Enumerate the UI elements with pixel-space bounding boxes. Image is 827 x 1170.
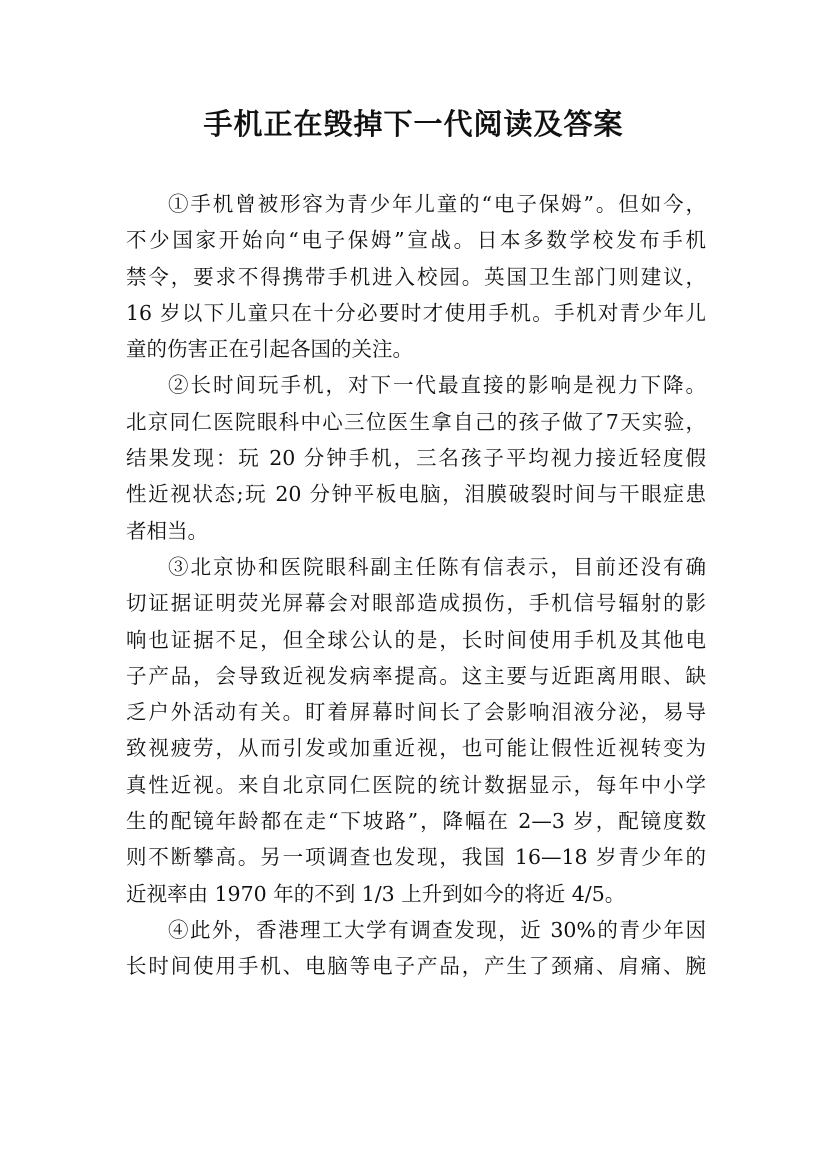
text-line: 真性近视。来自北京同仁医院的统计数据显示，每年中小学 (126, 772, 706, 797)
text-line: ③北京协和医院眼科副主任陈有信表示，目前还没有确 (168, 554, 706, 579)
text-line: ②长时间玩手机，对下一代最直接的影响是视力下降。 (168, 373, 706, 398)
page-title: 手机正在毁掉下一代阅读及答案 (203, 107, 624, 141)
text-line: ①手机曾被形容为青少年儿童的“电子保姆”。但如今， (168, 192, 706, 216)
text-line: 者相当。 (126, 518, 208, 543)
text-line: 16 岁以下儿童只在十分必要时才使用手机。手机对青少年儿 (126, 300, 706, 325)
text-line: 北京同仁医院眼科中心三位医生拿自己的孩子做了7天实验， (126, 409, 706, 434)
text-line: 则不断攀高。另一项调查也发现，我国 16—18 岁青少年的 (126, 845, 706, 870)
text-line: ④此外，香港理工大学有调查发现，近 30%的青少年因 (168, 917, 706, 942)
text-line: 致视疲劳，从而引发或加重近视，也可能让假性近视转变为 (126, 736, 706, 761)
text-line: 性近视状态;玩 20 分钟平板电脑，泪膜破裂时间与干眼症患 (126, 482, 706, 507)
paragraph-4 (126, 912, 706, 985)
text-line: 禁令，要求不得携带手机进入校园。英国卫生部门则建议， (126, 264, 706, 289)
text-line: 近视率由 1970 年的不到 1/3 上升到如今的将近 4/5。 (126, 881, 626, 906)
text-line: 不少国家开始向“电子保姆”宣战。日本多数学校发布手机 (126, 228, 706, 253)
text-line: 生的配镜年龄都在走“下坡路”，降幅在 2—3 岁，配镜度数 (126, 809, 706, 834)
paragraph-3 (126, 549, 706, 912)
text-line: 子产品，会导致近视发病率提高。这主要与近距离用眼、缺 (126, 663, 706, 688)
paragraph-2 (126, 367, 706, 548)
text-line: 童的伤害正在引起各国的关注。 (126, 337, 413, 362)
paragraph-1 (126, 186, 706, 367)
text-line: 结果发现：玩 20 分钟手机，三名孩子平均视力接近轻度假 (126, 446, 706, 471)
article-body (126, 186, 706, 985)
text-line: 长时间使用手机、电脑等电子产品，产生了颈痛、肩痛、腕 (126, 954, 706, 979)
text-line: 切证据证明荧光屏幕会对眼部造成损伤，手机信号辐射的影 (126, 591, 706, 616)
text-line: 响也证据不足，但全球公认的是，长时间使用手机及其他电 (126, 627, 706, 652)
text-line: 乏户外活动有关。盯着屏幕时间长了会影响泪液分泌，易导 (126, 700, 706, 725)
